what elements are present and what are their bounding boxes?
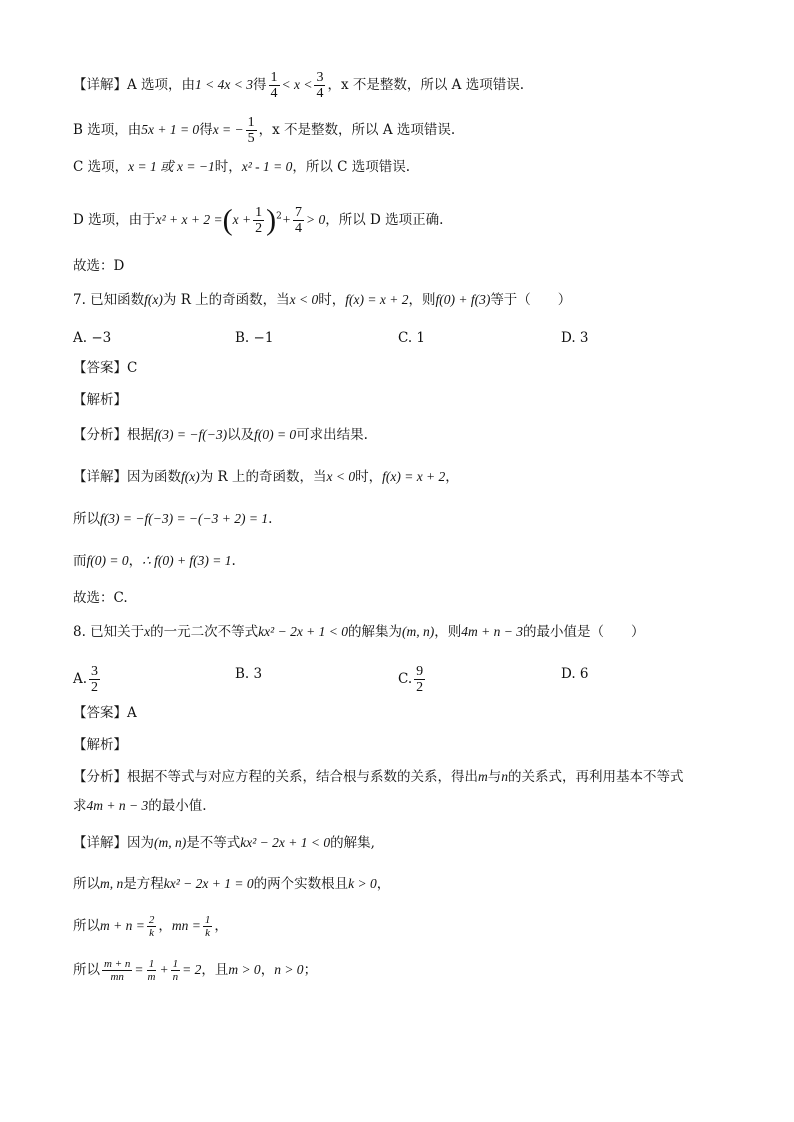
q6-choice: 故选：D <box>73 258 125 274</box>
q8-fenxi-2: 求4m + n − 3的最小值. <box>73 798 207 814</box>
q8-xiangjie: 【详解】因为(m, n)是不等式kx² − 2x + 1 < 0的解集, <box>73 835 375 851</box>
q7-fenxi: 【分析】根据f(3) = −f(−3)以及f(0) = 0可求出结果. <box>73 427 368 443</box>
q8-option-a: A. $\frac{3}{2}$ <box>73 664 99 695</box>
q7-step-2: 所以f(3) = −f(−3) = −(−3 + 2) = 1. <box>73 511 273 527</box>
q8-analysis-label: 【解析】 <box>73 737 127 753</box>
q7-stem: 7. 已知函数f(x)为 R 上的奇函数，当x < 0时，f(x) = x + 2，则f(0) + f(3)等于（ ） <box>73 292 572 308</box>
q7-option-c: C. 1 <box>398 330 426 346</box>
q8-step-4: 所以 $\frac{m + n}{mn}$ = $\frac{1}{m}$ + $\frac{1}{n}$ = 2，且m > 0，n > 0； <box>73 958 318 983</box>
q6-detail-d: D 选项，由于x² + x + 2 =(x + $\frac{1}{2}$ )$^2$+ $\frac{7}{4}$ > 0，所以 D 选项正确. <box>73 203 444 237</box>
q6-detail-c: C 选项，x = 1 或 x = −1时，x² - 1 = 0，所以 C 选项错误. <box>73 159 411 175</box>
q8-stem: 8. 已知关于x的一元二次不等式kx² − 2x + 1 < 0的解集为(m, n)，则4m + n − 3的最小值是（ ） <box>73 624 645 640</box>
q7-analysis-label: 【解析】 <box>73 392 127 408</box>
q8-option-d: D. 6 <box>561 666 589 682</box>
q7-step-3: 而f(0) = 0，∴ f(0) + f(3) = 1. <box>73 553 236 569</box>
q8-answer: 【答案】A <box>73 705 137 721</box>
q8-fenxi: 【分析】根据不等式与对应方程的关系，结合根与系数的关系，得出m与n的关系式，再利用基本不等式 <box>73 769 684 785</box>
q7-option-d: D. 3 <box>561 330 589 346</box>
q6-detail-a: 【详解】A 选项，由1 < 4x < 3得 $\frac{1}{4}$ < x < $\frac{3}{4}$ ，x 不是整数，所以 A 选项错误. <box>73 70 525 101</box>
q7-choice: 故选：C. <box>73 590 128 606</box>
q7-option-a: A. −3 <box>73 330 112 346</box>
q8-option-c: C. $\frac{9}{2}$ <box>398 664 424 695</box>
q7-answer: 【答案】C <box>73 360 138 376</box>
q6-detail-b: B 选项，由5x + 1 = 0得x = − $\frac{1}{5}$ ，x 不是整数，所以 A 选项错误. <box>73 115 456 146</box>
q7-xiangjie: 【详解】因为函数f(x)为 R 上的奇函数，当x < 0时，f(x) = x + 2， <box>73 469 459 485</box>
q8-step-2: 所以m, n是方程kx² − 2x + 1 = 0的两个实数根且k > 0， <box>73 876 391 892</box>
q8-option-b: B. 3 <box>235 666 263 682</box>
q7-option-b: B. −1 <box>235 330 274 346</box>
q8-step-3: 所以m + n = $\frac{2}{k}$ ，mn = $\frac{1}{k}$ ， <box>73 914 228 939</box>
